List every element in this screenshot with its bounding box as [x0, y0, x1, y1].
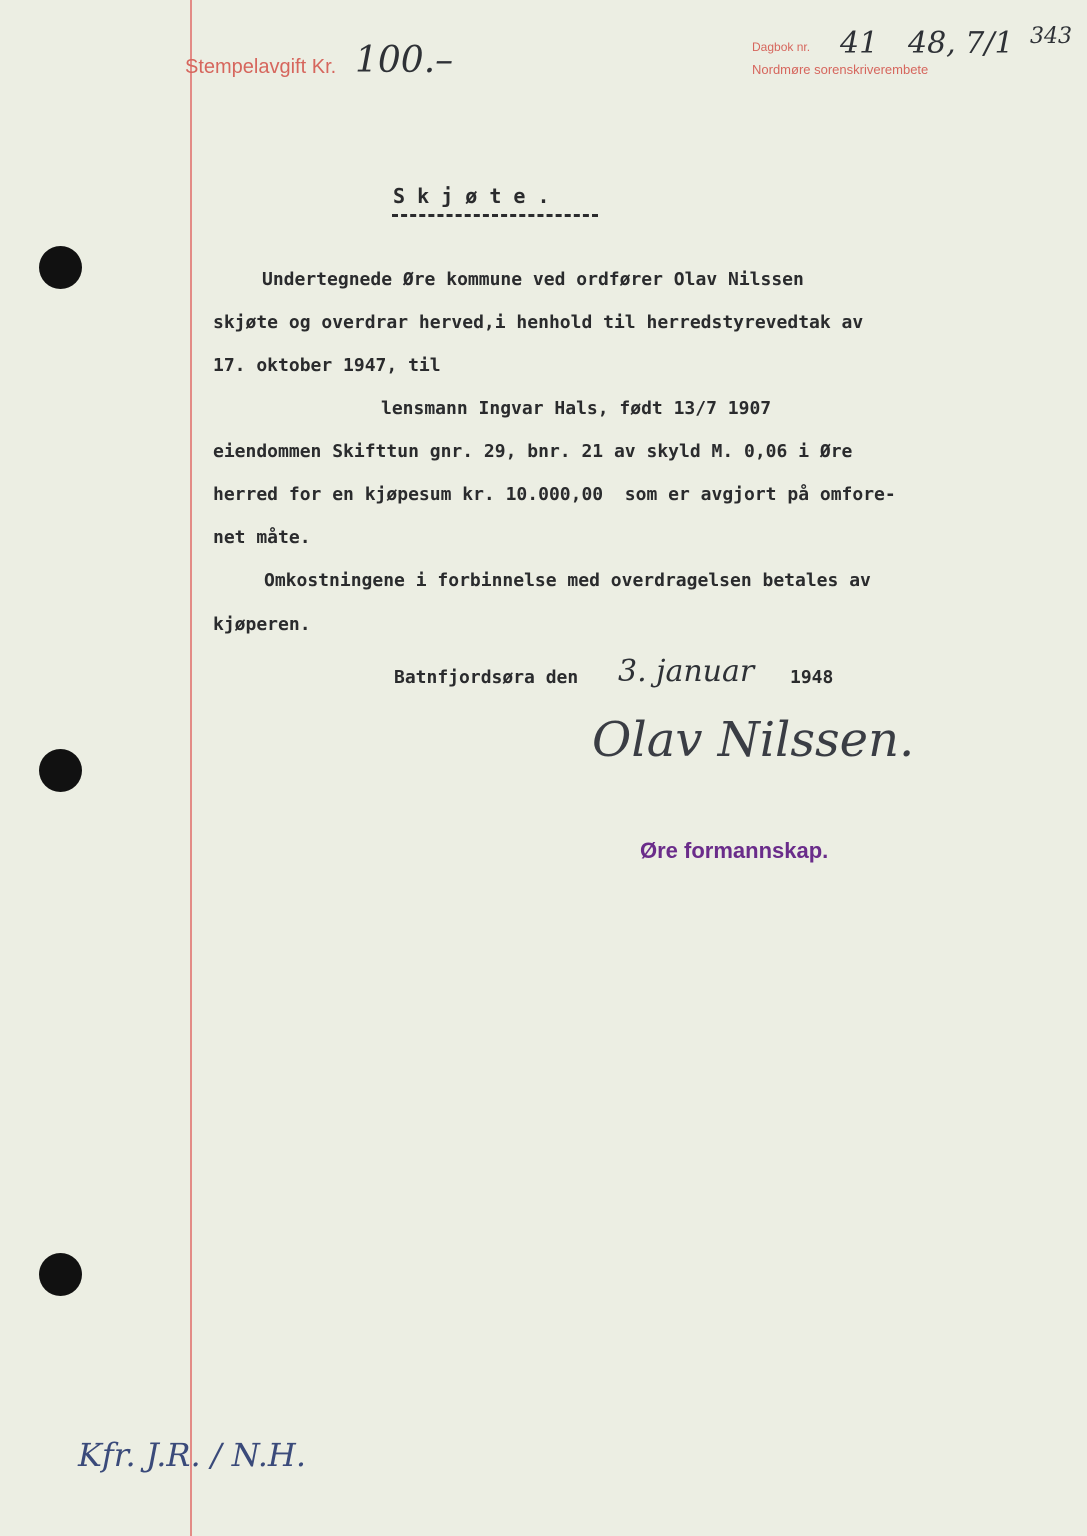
punch-hole-bottom	[39, 1253, 82, 1296]
document-title: S k j ø t e .	[393, 184, 550, 208]
place-date-prefix: Batnfjordsøra den	[394, 667, 579, 688]
punch-hole-middle	[39, 749, 82, 792]
journal-number: 41	[840, 26, 879, 61]
journal-label: Dagbok nr.	[752, 40, 811, 54]
date-year: 1948	[790, 667, 834, 688]
punch-hole-top	[39, 246, 82, 289]
body-line-9: kjøperen.	[213, 614, 311, 635]
body-line-2: skjøte og overdrar herved,i henhold til herredstyrevedtak av	[213, 312, 864, 333]
body-line-3: 17. oktober 1947, til	[213, 355, 441, 376]
stamp-duty-label: Stempelavgift Kr.	[185, 56, 337, 78]
footer-note: Kfr. J.R. / N.H.	[78, 1436, 306, 1474]
body-line-8: Omkostningene i forbinnelse med overdragelsen betales av	[264, 570, 871, 591]
signature: Olav Nilssen.	[592, 712, 915, 768]
page-number: 343	[1030, 24, 1072, 49]
body-line-6: herred for en kjøpesum kr. 10.000,00 som er avgjort på omfore-	[213, 484, 896, 505]
body-line-1: Undertegnede Øre kommune ved ordfører Olav Nilssen	[262, 269, 804, 290]
body-line-5: eiendommen Skifttun gnr. 29, bnr. 21 av skyld M. 0,06 i Øre	[213, 441, 853, 462]
body-line-7: net måte.	[213, 527, 311, 548]
journal-year-date: 48, 7/1	[908, 26, 1014, 61]
registry-office: Nordmøre sorenskriverembete	[752, 62, 929, 77]
margin-rule	[190, 0, 192, 1536]
date-handwritten: 3. januar	[618, 654, 755, 689]
body-line-4: lensmann Ingvar Hals, født 13/7 1907	[381, 398, 772, 419]
title-underline	[392, 214, 598, 217]
municipal-stamp: Øre formannskap.	[640, 838, 829, 863]
stamp-duty-amount: 100.–	[355, 40, 454, 81]
